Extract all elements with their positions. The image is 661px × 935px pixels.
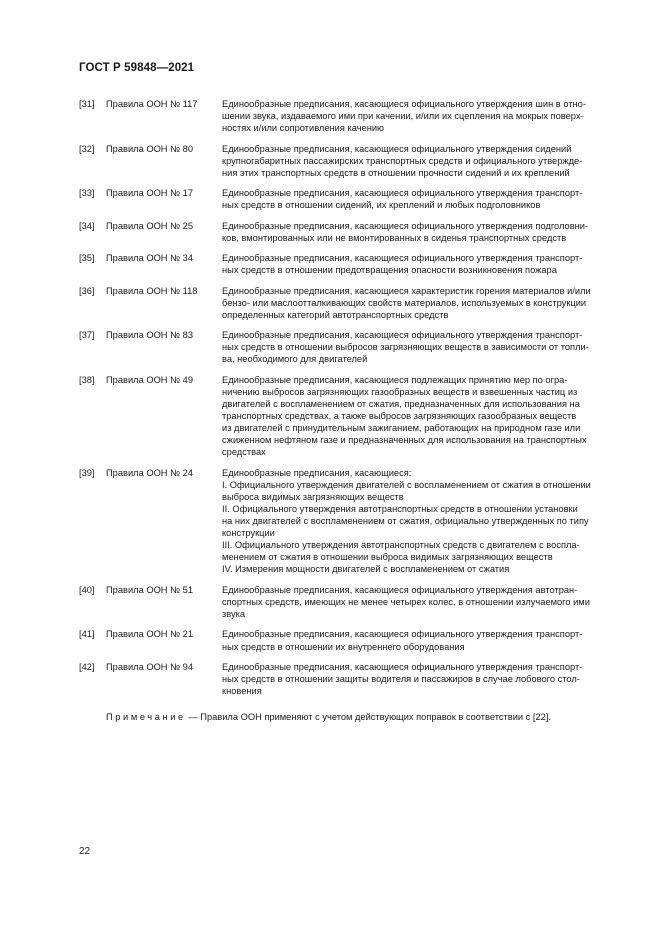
reference-item — [79, 143, 615, 179]
reference-description-line: определенных категорий автотранспортных средств — [222, 309, 449, 320]
reference-name: Правила ООН № 24 — [106, 467, 193, 478]
reference-description-line: из двигателей с принудительным зажиганием, работающих на природном газе или — [222, 423, 581, 434]
reference-number: [42] — [79, 661, 95, 672]
reference-description — [222, 98, 615, 134]
reference-description-line: ков, вмонтированных или не вмонтированных в сиденья транспортных средств — [222, 232, 567, 243]
reference-description-line: Единообразные предписания, касающиеся: — [222, 467, 412, 478]
reference-description-line: крупногабаритных пассажирских транспортных средств и официального утвержде- — [222, 155, 583, 166]
reference-description-line: ных средств в отношении защиты водителя и пассажиров в случае лобового стол- — [222, 674, 580, 685]
reference-description-line: менением от сжатия в отношении выброса видимых загрязняющих веществ — [222, 552, 553, 563]
reference-description-line: Единообразные предписания, касающиеся официального утверждения подголовни- — [222, 220, 589, 231]
reference-item — [79, 374, 615, 459]
reference-description-line: ния этих транспортных средств в отношении прочности сидений и их креплений — [222, 167, 570, 178]
reference-description-line: ных средств в отношении предотвращения опасности возникновения пожара — [222, 265, 557, 276]
reference-description — [222, 584, 615, 620]
reference-name: Правила ООН № 21 — [106, 629, 193, 640]
reference-number: [34] — [79, 220, 95, 231]
reference-description-line: сжиженном нефтяном газе и предназначенных для использования на транспортных — [222, 435, 587, 446]
reference-name: Правила ООН № 83 — [106, 330, 193, 341]
reference-description-line: звука — [222, 609, 246, 620]
reference-description-line: Единообразные предписания, касающиеся официального утверждения транспорт- — [222, 253, 583, 264]
reference-description — [222, 628, 615, 652]
reference-description-line: ных средств в отношении сидений, их креплений и любых подголовников — [222, 200, 541, 211]
reference-description — [222, 220, 615, 244]
reference-description — [222, 661, 615, 697]
reference-description-line: ва, необходимого для двигателей — [222, 354, 368, 365]
reference-number: [31] — [79, 99, 95, 109]
reference-item — [79, 661, 615, 697]
reference-name: Правила ООН № 34 — [106, 253, 193, 264]
reference-name: Правила ООН № 49 — [106, 374, 193, 385]
reference-description-line: ничению выбросов загрязняющих газообразных веществ и взвешенных частиц из — [222, 386, 578, 397]
reference-number: [39] — [79, 467, 95, 478]
reference-name: Правила ООН № 94 — [106, 661, 193, 672]
note — [106, 712, 551, 722]
reference-number: [35] — [79, 253, 95, 264]
reference-item — [79, 187, 615, 211]
reference-number: [32] — [79, 143, 95, 154]
document-header: ГОСТ Р 59848—2021 — [79, 62, 195, 74]
reference-description-line: Единообразные предписания, касающиеся официального утверждения шин в отно- — [222, 99, 586, 109]
reference-list — [79, 98, 615, 706]
reference-description-line: II. Официального утверждения автотранспортных средств в отношении установки — [222, 504, 578, 514]
reference-item — [79, 98, 615, 134]
reference-description-line: ностях и/или сопротивления качению — [222, 123, 385, 134]
reference-number: [37] — [79, 330, 95, 341]
reference-description — [222, 329, 615, 365]
reference-description-line: транспортных средствах, а также выбросов загрязняющих газообразных веществ — [222, 411, 577, 422]
reference-description-line: IV. Измерения мощности двигателей с воспламенением от сжатия — [222, 564, 510, 575]
reference-description-line: шении звука, издаваемого ими при качении, и/или их сцепления на мокрых поверх- — [222, 111, 584, 122]
reference-description-line: Единообразные предписания, касающиеся официального утверждения автотран- — [222, 584, 578, 595]
reference-name: Правила ООН № 25 — [106, 220, 193, 231]
reference-description-line: Единообразные предписания, касающиеся официального утверждения сидений — [222, 143, 572, 154]
reference-description-line: III. Официального утверждения автотранспортных средств с двигателем с воспла- — [222, 540, 580, 551]
reference-description-line: средствах — [222, 447, 266, 458]
reference-description — [222, 374, 615, 459]
reference-description-line: Единообразные предписания, касающиеся характеристик горения материалов и/или — [222, 285, 591, 296]
reference-description-line: I. Официального утверждения двигателей с воспламенением от сжатия в отношении — [222, 479, 591, 490]
reference-name: Правила ООН № 80 — [106, 143, 193, 154]
reference-description-line: Единообразные предписания, касающиеся подлежащих принятию мер по огра- — [222, 374, 568, 385]
reference-name: Правила ООН № 51 — [106, 584, 193, 595]
reference-description-line: ных средств в отношении их внутреннего оборудования — [222, 641, 465, 652]
reference-item — [79, 285, 615, 321]
reference-number: [33] — [79, 188, 95, 199]
reference-number: [38] — [79, 374, 95, 385]
reference-description-line: двигателей с воспламенением от сжатия, предназначенных для использования на — [222, 398, 580, 409]
page-number: 22 — [79, 846, 91, 857]
reference-name: Правила ООН № 118 — [106, 285, 198, 296]
reference-description — [222, 187, 615, 211]
reference-number: [40] — [79, 584, 95, 595]
reference-description-line: конструкции — [222, 528, 275, 539]
reference-description-line: на них двигателей с воспламенением от сжатия, официально утвержденных по типу — [222, 516, 589, 527]
reference-description-line: Единообразные предписания, касающиеся официального утверждения транспорт- — [222, 629, 583, 640]
reference-description-line: кновения — [222, 686, 262, 697]
reference-description — [222, 252, 615, 276]
reference-number: [41] — [79, 629, 95, 640]
reference-description — [222, 143, 615, 179]
reference-description — [222, 467, 615, 576]
note-text: — Правила ООН применяют с учетом действующих поправок в соответствии с [22]. — [185, 712, 552, 722]
reference-item — [79, 220, 615, 244]
reference-item — [79, 329, 615, 365]
reference-description-line: спортных средств, имеющих не менее четырех колес, в отношении излучаемого ими — [222, 596, 590, 607]
reference-description-line: Единообразные предписания, касающиеся официального утверждения транспорт- — [222, 661, 583, 672]
reference-description-line: Единообразные предписания, касающиеся официального утверждения транспорт- — [222, 330, 583, 341]
reference-item — [79, 628, 615, 652]
reference-number: [36] — [79, 285, 95, 296]
reference-description-line: Единообразные предписания, касающиеся официального утверждения транспорт- — [222, 188, 583, 199]
reference-description-line: ных средств в отношении выбросов загрязняющих веществ в зависимости от топли- — [222, 342, 589, 353]
reference-description-line: бензо- или маслоотталкивающих свойств материалов, используемых в конструкции — [222, 297, 587, 308]
reference-description-line: выброса видимых загрязняющих веществ — [222, 491, 404, 502]
reference-name: Правила ООН № 117 — [106, 99, 198, 109]
reference-name: Правила ООН № 17 — [106, 188, 193, 199]
reference-item — [79, 584, 615, 620]
reference-description — [222, 285, 615, 321]
note-lead: Примечание — [106, 712, 186, 722]
reference-item — [79, 252, 615, 276]
reference-item — [79, 467, 615, 576]
